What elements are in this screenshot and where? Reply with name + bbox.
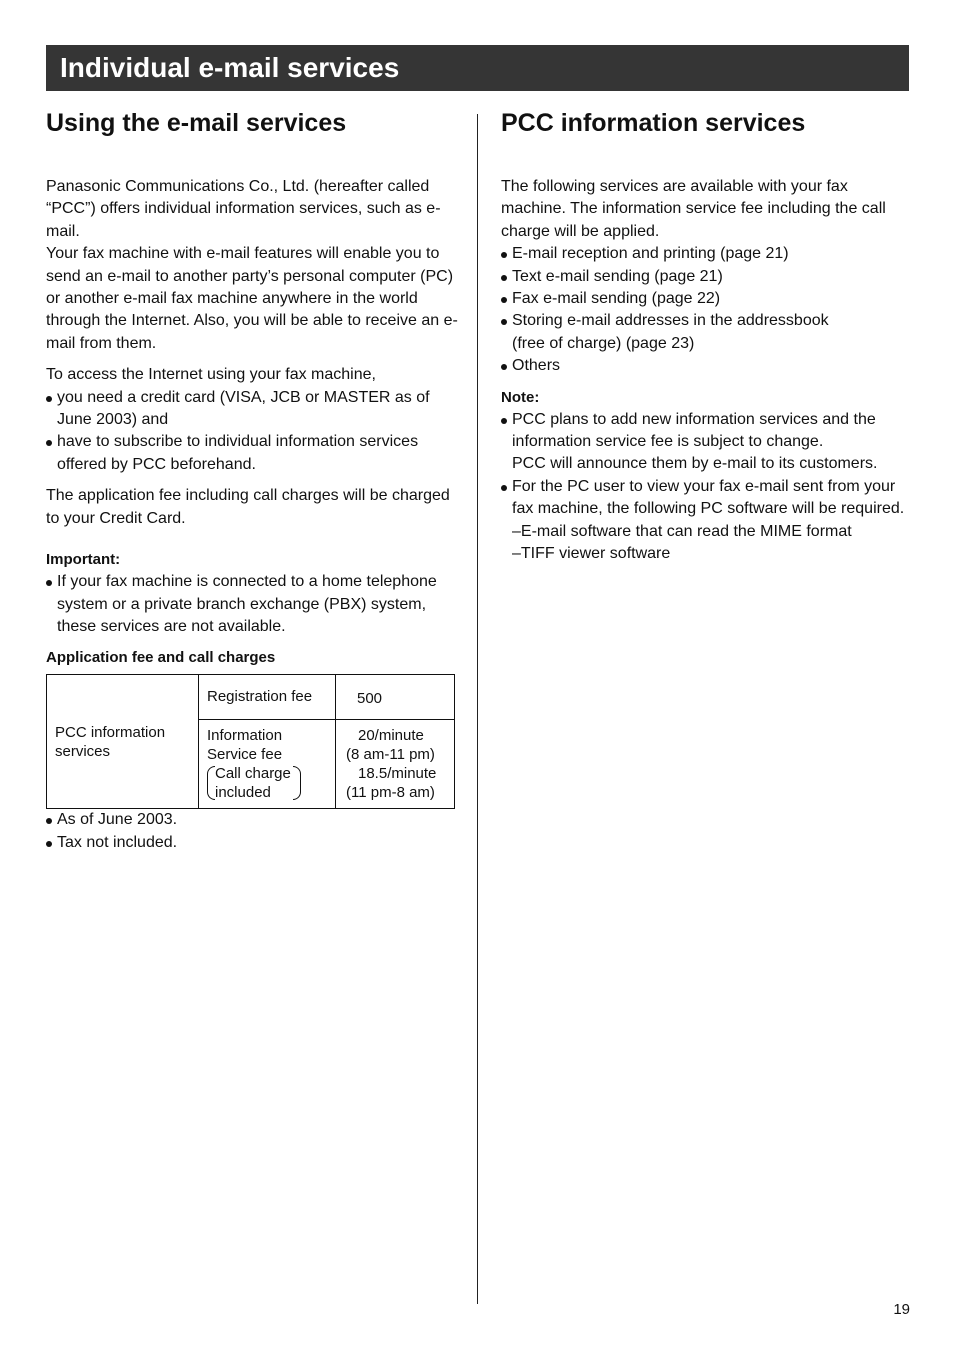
services-intro: The following services are available with your fax machine. The information service fee including the call charge will be applied. xyxy=(501,178,886,240)
column-divider xyxy=(477,114,478,1304)
list-item xyxy=(501,310,911,355)
list-item: Text e-mail sending (page 21) xyxy=(501,266,911,288)
registration-value-cell xyxy=(336,675,455,720)
list-item: As of June 2003. xyxy=(46,809,458,831)
list-item: Tax not included. xyxy=(46,832,458,854)
page-title: Individual e-mail services xyxy=(60,52,400,83)
call-charge-line-2: included xyxy=(215,784,271,802)
info-fee-label-line-1: Information xyxy=(207,727,283,745)
access-intro: To access the Internet using your fax machine, xyxy=(46,366,376,384)
daytime-hours: (8 am-11 pm) xyxy=(346,746,435,764)
list-item: Fax e-mail sending (page 22) xyxy=(501,288,911,310)
left-heading: Using the e-mail services xyxy=(46,109,347,137)
intro-paragraph-1: Panasonic Communications Co., Ltd. (hereafter called “PCC”) offers individual information services, such as e-mail. xyxy=(46,178,441,240)
note-text: PCC plans to add new information services and the information service fee is subject to change. xyxy=(512,410,876,451)
registration-label-cell xyxy=(199,675,336,720)
info-fee-value-cell xyxy=(336,720,455,809)
registration-label: Registration fee xyxy=(207,688,313,706)
registration-value: 500 xyxy=(357,690,383,708)
intro-paragraph-2: Your fax machine with e-mail features will enable you to send an e-mail to another party’s personal computer (PC) or another e-mail fax machine anywhere in the world through the Internet. Also, you will be able to receive an e-mail from them. xyxy=(46,245,458,352)
table-notes-list xyxy=(46,809,458,854)
list-item xyxy=(501,409,911,476)
table-title: Application fee and call charges xyxy=(46,649,276,667)
list-item-text: Storing e-mail addresses in the addressbook xyxy=(512,312,829,330)
list-item: Others xyxy=(501,355,911,377)
list-item: you need a credit card (VISA, JCB or MASTER as of June 2003) and xyxy=(46,387,458,432)
fee-table xyxy=(46,674,455,809)
call-charge-parenthetical xyxy=(207,764,301,802)
software-item: –E-mail software that can read the MIME format xyxy=(512,522,852,540)
info-fee-label-line-2: Service fee xyxy=(207,746,283,764)
list-item xyxy=(501,476,911,566)
night-hours: (11 pm-8 am) xyxy=(346,784,435,802)
list-item: If your fax machine is connected to a home telephone system or a private branch exchange (PBX) system, these services are not available. xyxy=(46,571,458,638)
right-column xyxy=(501,108,911,566)
page-number: 19 xyxy=(893,1301,910,1318)
important-list xyxy=(46,571,458,638)
important-label: Important: xyxy=(46,551,121,569)
fee-note: The application fee including call charges will be charged to your Credit Card. xyxy=(46,487,450,527)
right-heading: PCC information services xyxy=(501,109,806,137)
left-column xyxy=(46,108,458,854)
notes-list xyxy=(501,409,911,566)
note-text: For the PC user to view your fax e-mail sent from your fax machine, the following PC software will be required. xyxy=(512,477,905,518)
daytime-rate: 20/minute xyxy=(358,727,424,745)
note-label: Note: xyxy=(501,388,540,406)
service-cell xyxy=(47,675,199,809)
list-item: have to subscribe to individual information services offered by PCC beforehand. xyxy=(46,431,458,476)
list-item-subtext: (free of charge) (page 23) xyxy=(512,334,695,352)
note-text-continued: PCC will announce them by e-mail to its customers. xyxy=(512,455,878,473)
list-item: E-mail reception and printing (page 21) xyxy=(501,243,911,265)
service-name: PCC information services xyxy=(55,723,166,760)
services-list xyxy=(501,243,911,377)
info-fee-label-cell xyxy=(199,720,336,809)
access-requirements-list xyxy=(46,387,458,477)
software-item: –TIFF viewer software xyxy=(512,545,671,563)
call-charge-line-1: Call charge xyxy=(215,765,291,783)
table-row xyxy=(47,675,455,720)
night-rate: 18.5/minute xyxy=(358,765,437,783)
page-banner xyxy=(46,45,909,91)
